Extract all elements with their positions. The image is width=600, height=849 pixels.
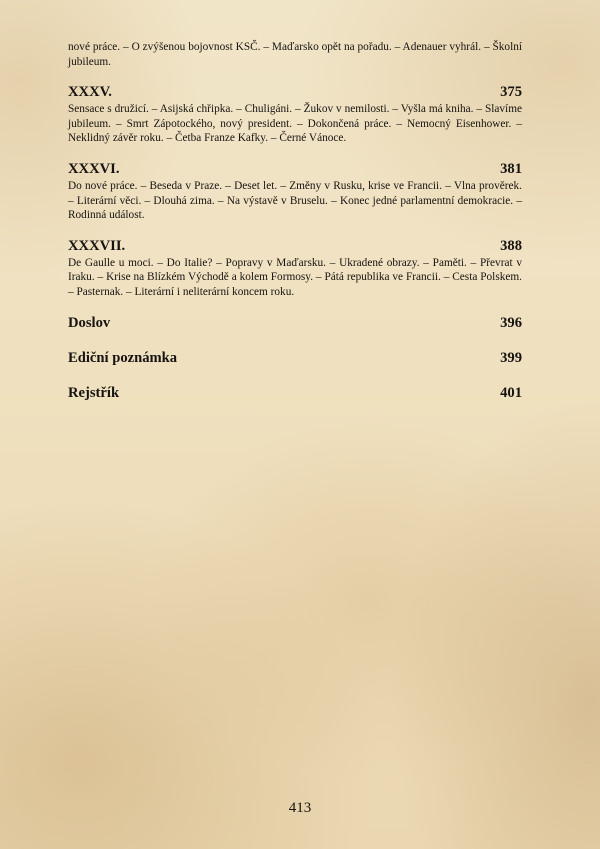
chapter-summary: Sensace s družicí. – Asijská chřipka. – Chuligáni. – Žukov v nemilosti. – Vyšla má kniha. – Slavíme jubileum. – Smrt Zápotockého, nový president. – Dokončená práce. – Nemocný Eisenhower. – Neklidný závěr roku. – Četba Franze Kafky. – Černé Vánoce. bbox=[68, 103, 522, 145]
chapter-page: 381 bbox=[500, 160, 522, 177]
page-number: 413 bbox=[288, 800, 312, 816]
chapter-summary: Do nové práce. – Beseda v Praze. – Deset let. – Změny v Rusku, krise ve Francii. – Vlna prověrek. – Literární věci. – Dlouhá zima. – Na výstavě v Bruselu. – Konec jedné parlamentní demokracie. – Rodinná událost. bbox=[68, 179, 522, 222]
toc-entry-edicni-poznamka bbox=[68, 349, 522, 367]
chapter-xxxvi bbox=[68, 160, 522, 223]
entry-page: 396 bbox=[500, 314, 522, 331]
chapter-heading bbox=[68, 160, 522, 178]
chapter-xxxvii bbox=[68, 237, 522, 300]
chapter-summary: De Gaulle u moci. – Do Italie? – Popravy v Maďarsku. – Ukradené obrazy. – Paměti. – Převrat v Iraku. – Krise na Blízkém Východě a kolem Formosy. – Pátá republika ve Francii. – Cesta Polskem. – Pasternak. – Literární i neliterární koncem roku. bbox=[68, 256, 522, 298]
chapter-heading bbox=[68, 83, 522, 101]
entry-page: 401 bbox=[500, 384, 522, 401]
chapter-xxxv bbox=[68, 83, 522, 146]
chapter-title: XXXVI. bbox=[68, 160, 120, 177]
entry-title: Doslov bbox=[68, 314, 111, 331]
chapter-title: XXXVII. bbox=[68, 237, 126, 254]
toc-entry-rejstrik bbox=[68, 384, 522, 402]
entry-page: 399 bbox=[500, 349, 522, 366]
chapter-heading bbox=[68, 237, 522, 255]
table-of-contents bbox=[68, 40, 522, 402]
entry-title: Rejstřík bbox=[68, 384, 120, 401]
continued-summary: nové práce. – O zvýšenou bojovnost KSČ. – Maďarsko opět na pořadu. – Adenauer vyhrál. – Školní jubileum. bbox=[68, 41, 522, 68]
chapter-title: XXXV. bbox=[68, 84, 112, 101]
chapter-page: 388 bbox=[500, 237, 522, 254]
toc-entry-doslov bbox=[68, 314, 522, 332]
entry-title: Ediční poznámka bbox=[68, 349, 178, 366]
chapter-page: 375 bbox=[500, 84, 522, 101]
